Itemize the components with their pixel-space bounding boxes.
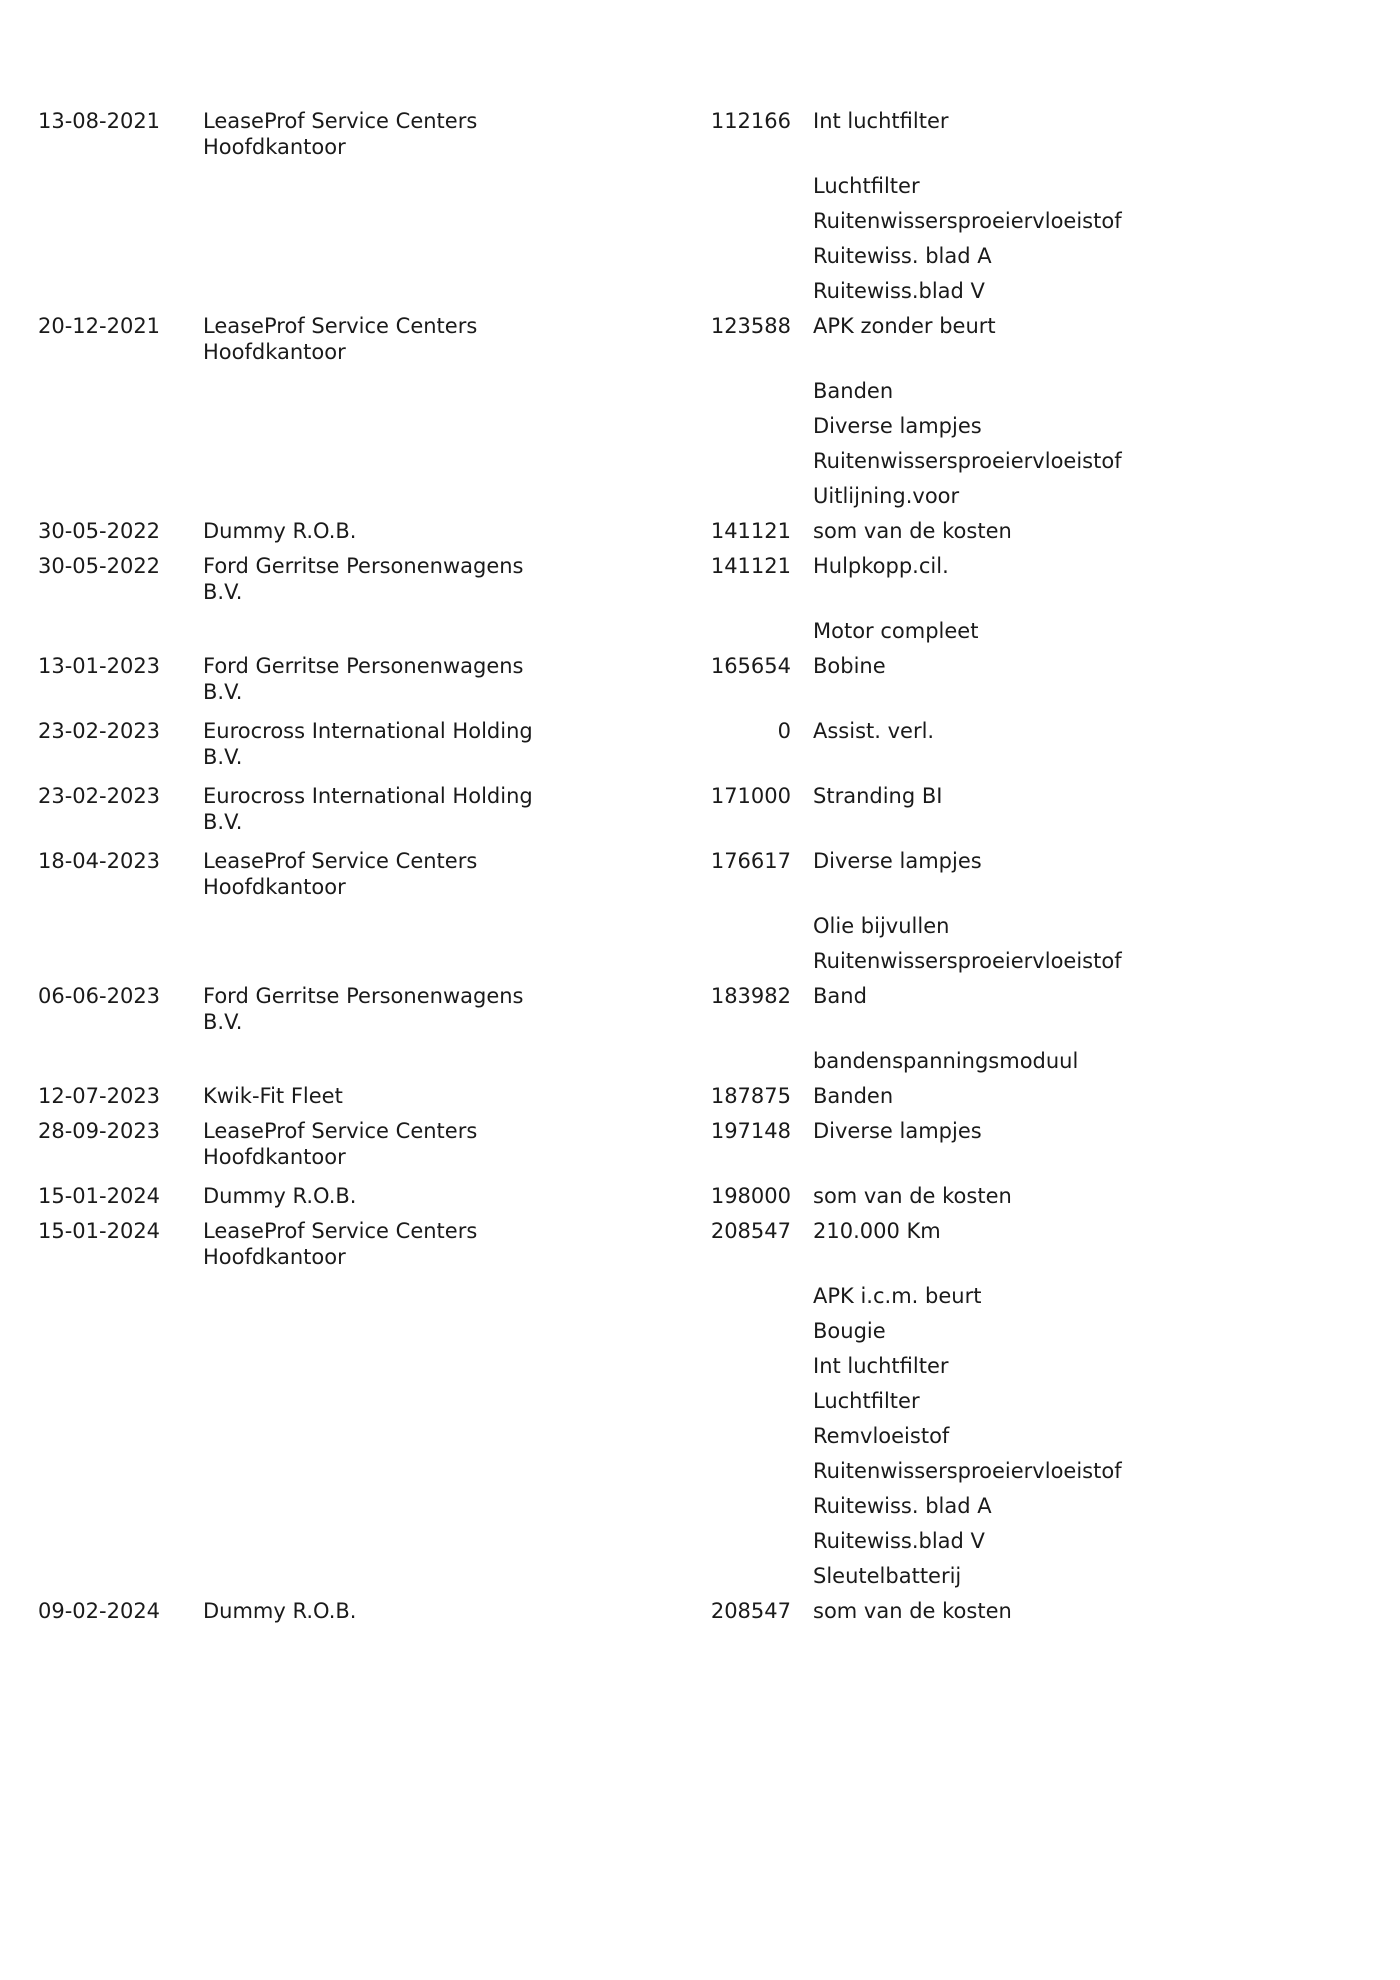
supplier-name-line1: LeaseProf Service Centers	[203, 314, 478, 338]
record-mileage: 112166	[710, 109, 791, 133]
supplier-name-line2: B.V.	[203, 745, 243, 769]
maintenance-record	[38, 1179, 1338, 1214]
record-item: Ruitewiss. blad A	[813, 244, 992, 268]
record-mileage: 187875	[710, 1084, 791, 1108]
supplier-name-line2: B.V.	[203, 580, 243, 604]
record-items	[813, 979, 1233, 1079]
record-mileage: 176617	[710, 849, 791, 873]
record-supplier	[203, 104, 575, 160]
supplier-name-line1: LeaseProf Service Centers	[203, 109, 478, 133]
record-item: Diverse lampjes	[813, 414, 982, 438]
record-items	[813, 104, 1233, 309]
record-item: Ruitenwissersproeiervloeistof	[813, 1459, 1122, 1483]
record-supplier	[203, 1114, 575, 1170]
maintenance-record	[38, 649, 1338, 714]
record-date: 23-02-2023	[38, 784, 161, 808]
record-items	[813, 779, 1233, 844]
record-date: 06-06-2023	[38, 984, 161, 1008]
supplier-name-line1: Kwik-Fit Fleet	[203, 1084, 343, 1108]
record-date: 28-09-2023	[38, 1119, 161, 1143]
record-item: Ruitewiss.blad V	[813, 1529, 985, 1553]
supplier-name-line1: LeaseProf Service Centers	[203, 849, 478, 873]
record-supplier	[203, 1214, 575, 1270]
maintenance-record	[38, 514, 1338, 549]
record-mileage: 141121	[710, 519, 791, 543]
record-item: Sleutelbatterij	[813, 1564, 962, 1588]
supplier-name-line1: Eurocross International Holding	[203, 719, 533, 743]
record-items	[813, 514, 1233, 549]
supplier-name-line2: Hoofdkantoor	[203, 875, 346, 899]
record-item: som van de kosten	[813, 1184, 1012, 1208]
record-item: Ruitewiss.blad V	[813, 279, 985, 303]
record-item: Motor compleet	[813, 619, 979, 643]
record-items	[813, 1114, 1233, 1179]
record-item: som van de kosten	[813, 1599, 1012, 1623]
record-items	[813, 844, 1233, 979]
record-item: Banden	[813, 379, 894, 403]
record-item: 210.000 Km	[813, 1219, 941, 1243]
supplier-name-line1: Dummy R.O.B.	[203, 1184, 357, 1208]
record-item: Banden	[813, 1084, 894, 1108]
supplier-name-line1: Ford Gerritse Personenwagens	[203, 654, 524, 678]
record-items	[813, 1179, 1233, 1214]
record-item: Hulpkopp.cil.	[813, 554, 949, 578]
record-date: 30-05-2022	[38, 519, 161, 543]
record-items	[813, 649, 1233, 714]
record-supplier	[203, 844, 575, 900]
supplier-name-line2: Hoofdkantoor	[203, 1145, 346, 1169]
record-item: Assist. verl.	[813, 719, 935, 743]
record-supplier	[203, 1594, 575, 1624]
record-date: 18-04-2023	[38, 849, 161, 873]
maintenance-record	[38, 979, 1338, 1079]
record-supplier	[203, 1079, 575, 1109]
record-date: 09-02-2024	[38, 1599, 161, 1623]
record-item: APK i.c.m. beurt	[813, 1284, 982, 1308]
maintenance-record	[38, 1594, 1338, 1629]
record-item: som van de kosten	[813, 519, 1012, 543]
record-item: Ruitenwissersproeiervloeistof	[813, 449, 1122, 473]
record-item: Band	[813, 984, 867, 1008]
record-item: Bougie	[813, 1319, 886, 1343]
record-supplier	[203, 549, 575, 605]
maintenance-record	[38, 1079, 1338, 1114]
record-items	[813, 1214, 1233, 1594]
supplier-name-line1: Dummy R.O.B.	[203, 1599, 357, 1623]
record-mileage: 171000	[710, 784, 791, 808]
supplier-name-line1: Ford Gerritse Personenwagens	[203, 554, 524, 578]
record-date: 23-02-2023	[38, 719, 161, 743]
record-item: Int luchtfilter	[813, 109, 949, 133]
record-date: 30-05-2022	[38, 554, 161, 578]
record-items	[813, 309, 1233, 514]
record-items	[813, 1594, 1233, 1629]
maintenance-record	[38, 1214, 1338, 1594]
record-mileage: 123588	[710, 314, 791, 338]
maintenance-record	[38, 104, 1338, 309]
supplier-name-line1: Dummy R.O.B.	[203, 519, 357, 543]
supplier-name-line2: Hoofdkantoor	[203, 135, 346, 159]
record-mileage: 165654	[710, 654, 791, 678]
record-mileage: 208547	[710, 1219, 791, 1243]
record-item: Diverse lampjes	[813, 849, 982, 873]
supplier-name-line1: Eurocross International Holding	[203, 784, 533, 808]
record-item: Stranding BI	[813, 784, 943, 808]
record-items	[813, 714, 1233, 779]
record-items	[813, 549, 1233, 649]
supplier-name-line2: B.V.	[203, 810, 243, 834]
record-date: 13-08-2021	[38, 109, 161, 133]
supplier-name-line2: Hoofdkantoor	[203, 1245, 346, 1269]
record-supplier	[203, 514, 575, 544]
record-mileage: 141121	[710, 554, 791, 578]
record-item: APK zonder beurt	[813, 314, 996, 338]
record-item: Remvloeistof	[813, 1424, 950, 1448]
supplier-name-line2: B.V.	[203, 680, 243, 704]
record-mileage: 198000	[710, 1184, 791, 1208]
record-date: 12-07-2023	[38, 1084, 161, 1108]
maintenance-record	[38, 779, 1338, 844]
maintenance-record	[38, 309, 1338, 514]
record-item: Ruitewiss. blad A	[813, 1494, 992, 1518]
supplier-name-line2: B.V.	[203, 1010, 243, 1034]
record-date: 20-12-2021	[38, 314, 161, 338]
record-supplier	[203, 714, 575, 770]
record-supplier	[203, 1179, 575, 1209]
record-supplier	[203, 779, 575, 835]
maintenance-record	[38, 844, 1338, 979]
record-item: Luchtfilter	[813, 174, 920, 198]
record-mileage: 208547	[710, 1599, 791, 1623]
record-item: Int luchtfilter	[813, 1354, 949, 1378]
supplier-name-line2: Hoofdkantoor	[203, 340, 346, 364]
supplier-name-line1: LeaseProf Service Centers	[203, 1119, 478, 1143]
record-supplier	[203, 649, 575, 705]
record-item: bandenspanningsmoduul	[813, 1049, 1079, 1073]
record-item: Olie bijvullen	[813, 914, 950, 938]
record-mileage: 197148	[710, 1119, 791, 1143]
supplier-name-line1: Ford Gerritse Personenwagens	[203, 984, 524, 1008]
maintenance-record	[38, 549, 1338, 649]
record-items	[813, 1079, 1233, 1114]
maintenance-record	[38, 1114, 1338, 1179]
record-mileage: 183982	[710, 984, 791, 1008]
supplier-name-line1: LeaseProf Service Centers	[203, 1219, 478, 1243]
record-item: Uitlijning.voor	[813, 484, 960, 508]
record-item: Diverse lampjes	[813, 1119, 982, 1143]
record-mileage: 0	[777, 719, 791, 743]
maintenance-record	[38, 714, 1338, 779]
record-supplier	[203, 979, 575, 1035]
record-date: 15-01-2024	[38, 1184, 161, 1208]
record-item: Ruitenwissersproeiervloeistof	[813, 949, 1122, 973]
record-supplier	[203, 309, 575, 365]
record-date: 13-01-2023	[38, 654, 161, 678]
record-item: Ruitenwissersproeiervloeistof	[813, 209, 1122, 233]
record-item: Luchtfilter	[813, 1389, 920, 1413]
record-item: Bobine	[813, 654, 886, 678]
maintenance-records	[38, 104, 1338, 1629]
record-date: 15-01-2024	[38, 1219, 161, 1243]
